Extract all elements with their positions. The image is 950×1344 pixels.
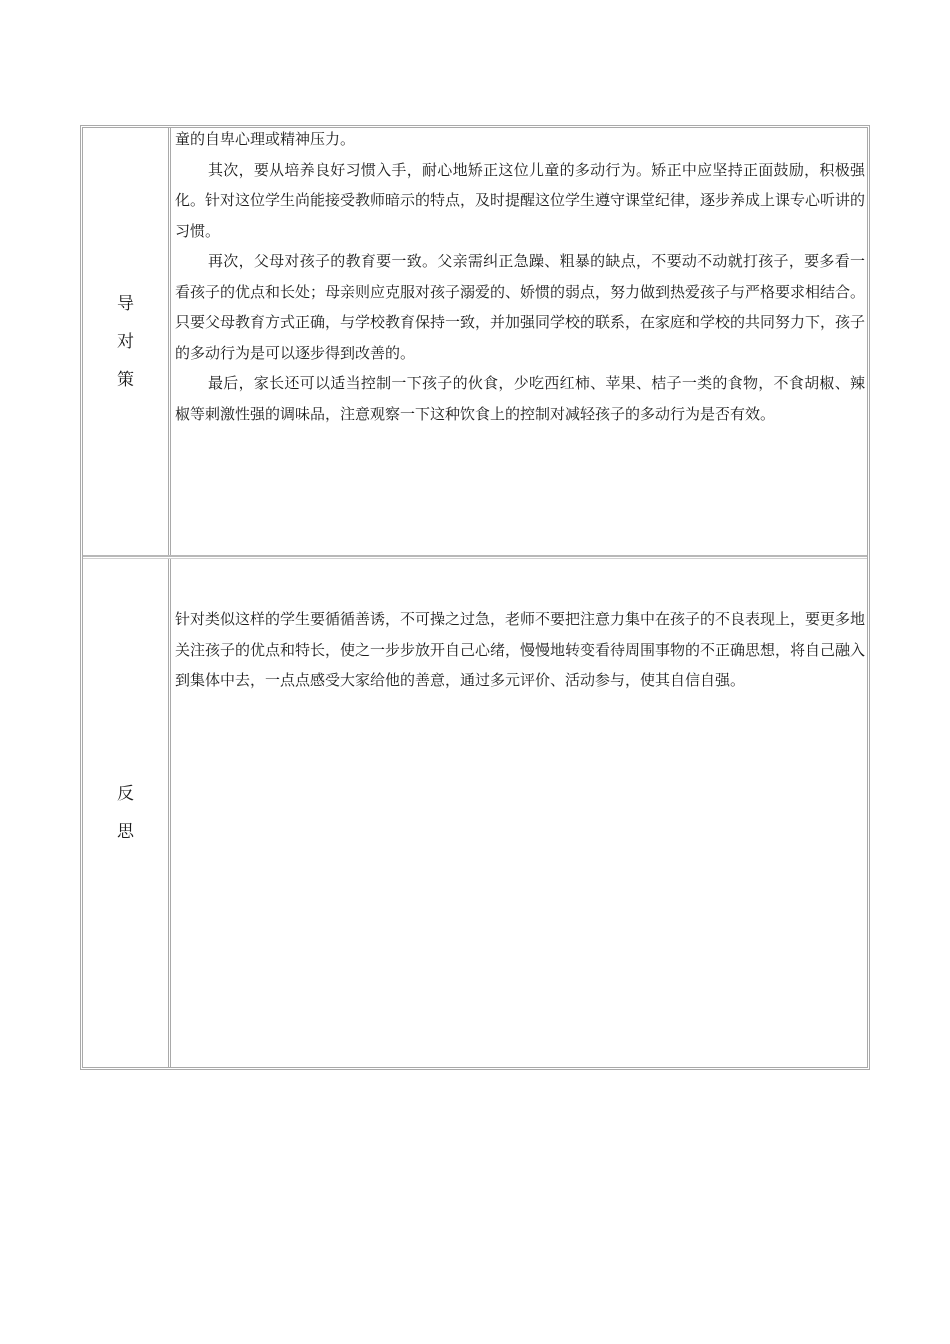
label-char: 对: [117, 332, 134, 352]
row-label-guidance-strategy: [83, 128, 171, 556]
row-content-reflection: [173, 559, 867, 1067]
label-char: 策: [117, 370, 134, 390]
strategy-table: [80, 125, 870, 1070]
paragraph-thirdly: 再次，父母对孩子的教育要一致。父亲需纠正急躁、粗暴的缺点，不要动不动就打孩子，要多看一看孩子的优点和长处；母亲则应克服对孩子溺爱的、娇惯的弱点，努力做到热爱孩子与严格要求相结合。只要父母教育方式正确，与学校教育保持一致，并加强同学校的联系，在家庭和学校的共同努力下，孩子的多动行为是可以逐步得到改善的。: [175, 252, 866, 362]
table-row-reflection: [83, 559, 867, 1067]
label-char: 思: [117, 822, 134, 842]
paragraph-reflection: 针对类似这样的学生要循循善诱，不可操之过急，老师不要把注意力集中在孩子的不良表现上，要更多地关注孩子的优点和特长，使之一步步放开自己心绪，慢慢地转变看待周围事物的不正确思想，将自己融入到集体中去，一点点感受大家给他的善意，通过多元评价、活动参与，使其自信自强。: [175, 610, 866, 689]
row-label-reflection: [83, 559, 171, 1067]
paragraph-continuation: 童的自卑心理或精神压力。: [175, 130, 356, 148]
paragraph-secondly: 其次，要从培养良好习惯入手，耐心地矫正这位儿童的多动行为。矫正中应坚持正面鼓励，积极强化。针对这位学生尚能接受教师暗示的特点，及时提醒这位学生遵守课堂纪律，逐步养成上课专心听讲的习惯。: [175, 160, 866, 240]
paragraph-finally: 最后，家长还可以适当控制一下孩子的伙食，少吃西红柿、苹果、桔子一类的食物，不食胡椒、辣椒等刺激性强的调味品，注意观察一下这种饮食上的控制对减轻孩子的多动行为是否有效。: [175, 374, 865, 423]
table-row-guidance-strategy: [83, 128, 867, 556]
label-char: 导: [117, 294, 134, 314]
label-char: 反: [117, 784, 134, 804]
row-content-guidance-strategy: [173, 128, 867, 556]
